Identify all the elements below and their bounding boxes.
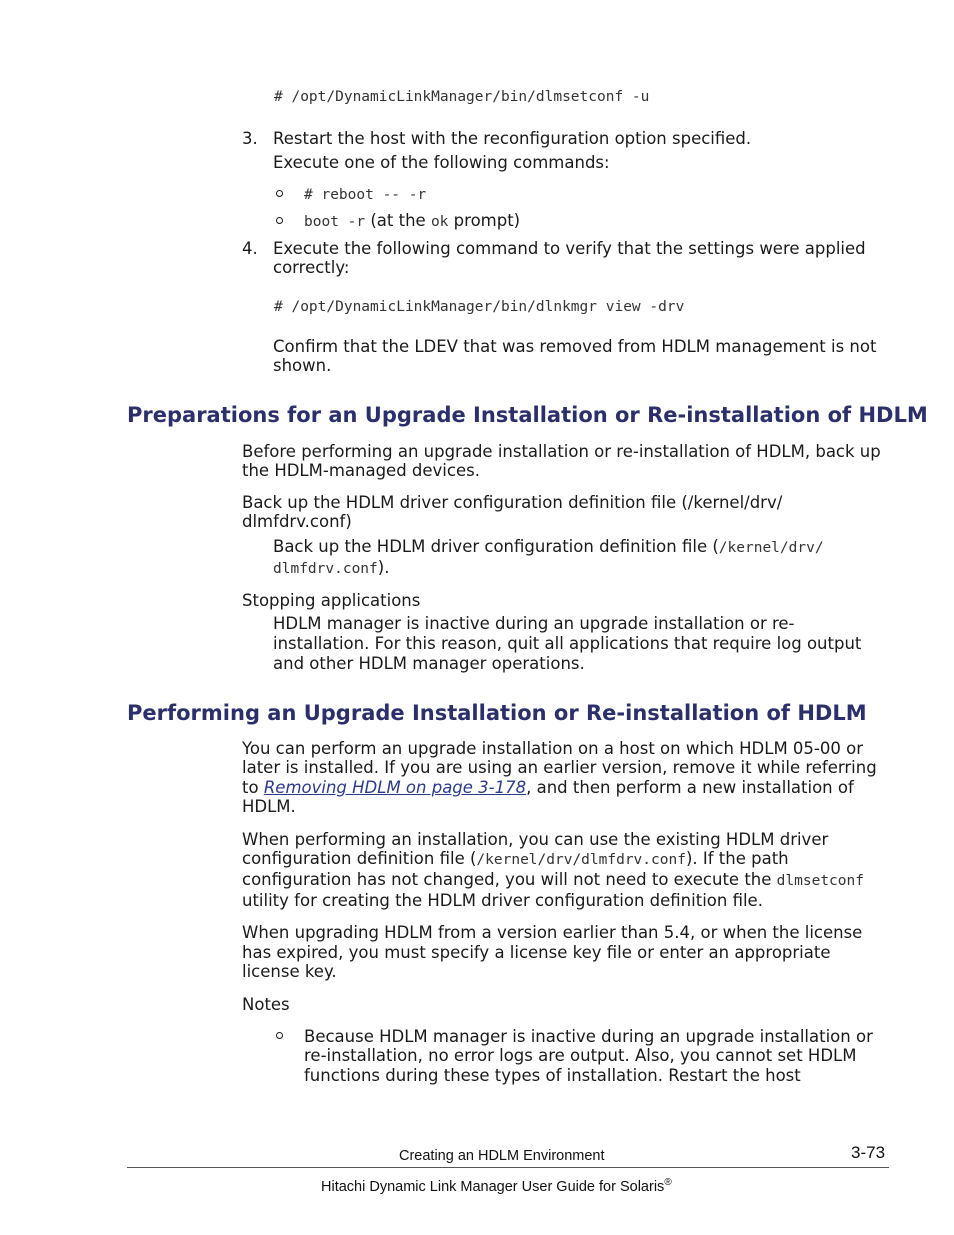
note1-line1: Because HDLM manager is inactive during an upgrade installation or — [304, 1027, 873, 1046]
term-backup-line1: Back up the HDLM driver configuration definition file (/kernel/drv/ — [242, 493, 783, 512]
registered-mark: ® — [664, 1177, 672, 1188]
boot-pre-text: (at the — [370, 211, 426, 230]
definition-backup-post: ). — [377, 558, 390, 577]
section2-para2-line1: When performing an installation, you can use the existing HDLM driver — [242, 830, 829, 849]
section1-para1-line2: the HDLM-managed devices. — [242, 461, 480, 480]
section2-para2-post: ). If the path — [685, 849, 789, 868]
bullet-icon — [276, 217, 283, 224]
section2-para3-line3: license key. — [242, 962, 337, 981]
definition-backup-line1 — [273, 537, 824, 559]
definition-backup-pre: Back up the HDLM driver configuration definition file ( — [273, 537, 719, 556]
section2-para2-line3-pre: configuration has not changed, you will not need to execute the — [242, 870, 772, 889]
footer-chapter: Creating an HDLM Environment — [399, 1148, 605, 1164]
section2-para2-pre: configuration definition file ( — [242, 849, 477, 868]
footer-guide-title — [321, 1173, 672, 1197]
definition-stopping-line3: and other HDLM manager operations. — [273, 654, 585, 673]
section2-para1-line2: later is installed. If you are using an earlier version, remove it while referring — [242, 758, 877, 777]
boot-option-line — [304, 211, 520, 233]
footer-divider — [127, 1167, 889, 1168]
section2-para1-line1: You can perform an upgrade installation on a host on which HDLM 05-00 or — [242, 739, 864, 758]
section2-para3-line2: has expired, you must specify a license key file or enter an appropriate — [242, 943, 831, 962]
command-dlmsetconf-u: # /opt/DynamicLinkManager/bin/dlmsetconf -u — [274, 89, 650, 105]
definition-stopping-line1: HDLM manager is inactive during an upgrade installation or re- — [273, 614, 795, 633]
command-view-drv: # /opt/DynamicLinkManager/bin/dlnkmgr view -drv — [274, 299, 685, 315]
note1-line2: re-installation, no error logs are output. Also, you cannot set HDLM — [304, 1046, 857, 1065]
step-number-3: 3. — [242, 129, 258, 148]
section2-para1-line3 — [242, 778, 854, 798]
definition-backup-code2: dlmfdrv.conf — [273, 561, 378, 577]
section2-para2-code2: dlmsetconf — [776, 873, 864, 889]
bullet-icon — [276, 1032, 283, 1039]
section-heading-preparations: Preparations for an Upgrade Installation or Re-installation of HDLM — [127, 403, 928, 427]
section-heading-performing: Performing an Upgrade Installation or Re-installation of HDLM — [127, 701, 867, 725]
step-number-4: 4. — [242, 239, 258, 258]
boot-post-text: prompt) — [453, 211, 521, 230]
confirm-line1: Confirm that the LDEV that was removed from HDLM management is not — [273, 337, 877, 356]
section2-para2-code: /kernel/drv/dlmfdrv.conf — [476, 852, 686, 868]
command-reboot: # reboot -- -r — [304, 187, 427, 203]
step-4-line1: Execute the following command to verify that the settings were applied — [273, 239, 866, 258]
removing-hdlm-link[interactable]: Removing HDLM on page 3-178 — [263, 778, 527, 797]
step-4-line2: correctly: — [273, 258, 350, 277]
ok-prompt-code: ok — [430, 214, 449, 230]
section2-para1-after: , and then perform a new installation of — [526, 778, 854, 797]
definition-stopping-line2: installation. For this reason, quit all applications that require log output — [273, 634, 862, 653]
step-3-text: Restart the host with the reconfiguration option specified. — [273, 129, 752, 148]
section2-para3-line1: When upgrading HDLM from a version earlier than 5.4, or when the license — [242, 923, 863, 942]
confirm-line2: shown. — [273, 356, 332, 375]
command-boot: boot -r — [304, 214, 366, 230]
definition-backup-line2 — [273, 558, 389, 580]
footer-guide-text: Hitachi Dynamic Link Manager User Guide for Solaris — [321, 1178, 665, 1195]
section2-para2-line2 — [242, 849, 789, 871]
notes-label: Notes — [242, 995, 290, 1014]
term-backup-line2: dlmfdrv.conf) — [242, 512, 352, 531]
section2-para1-line4: HDLM. — [242, 797, 296, 816]
term-stopping-applications: Stopping applications — [242, 591, 421, 610]
footer-page-number: 3-73 — [851, 1143, 886, 1162]
note1-line3: functions during these types of installation. Restart the host — [304, 1066, 801, 1085]
section1-para1-line1: Before performing an upgrade installation or re-installation of HDLM, back up — [242, 442, 881, 461]
step-3-subtext: Execute one of the following commands: — [273, 153, 610, 172]
section2-para2-line4: utility for creating the HDLM driver configuration definition file. — [242, 891, 763, 910]
bullet-icon — [276, 190, 283, 197]
definition-backup-code1: /kernel/drv/ — [718, 540, 824, 556]
section2-para2-line3 — [242, 870, 864, 892]
section2-para1-to: to — [242, 778, 259, 797]
